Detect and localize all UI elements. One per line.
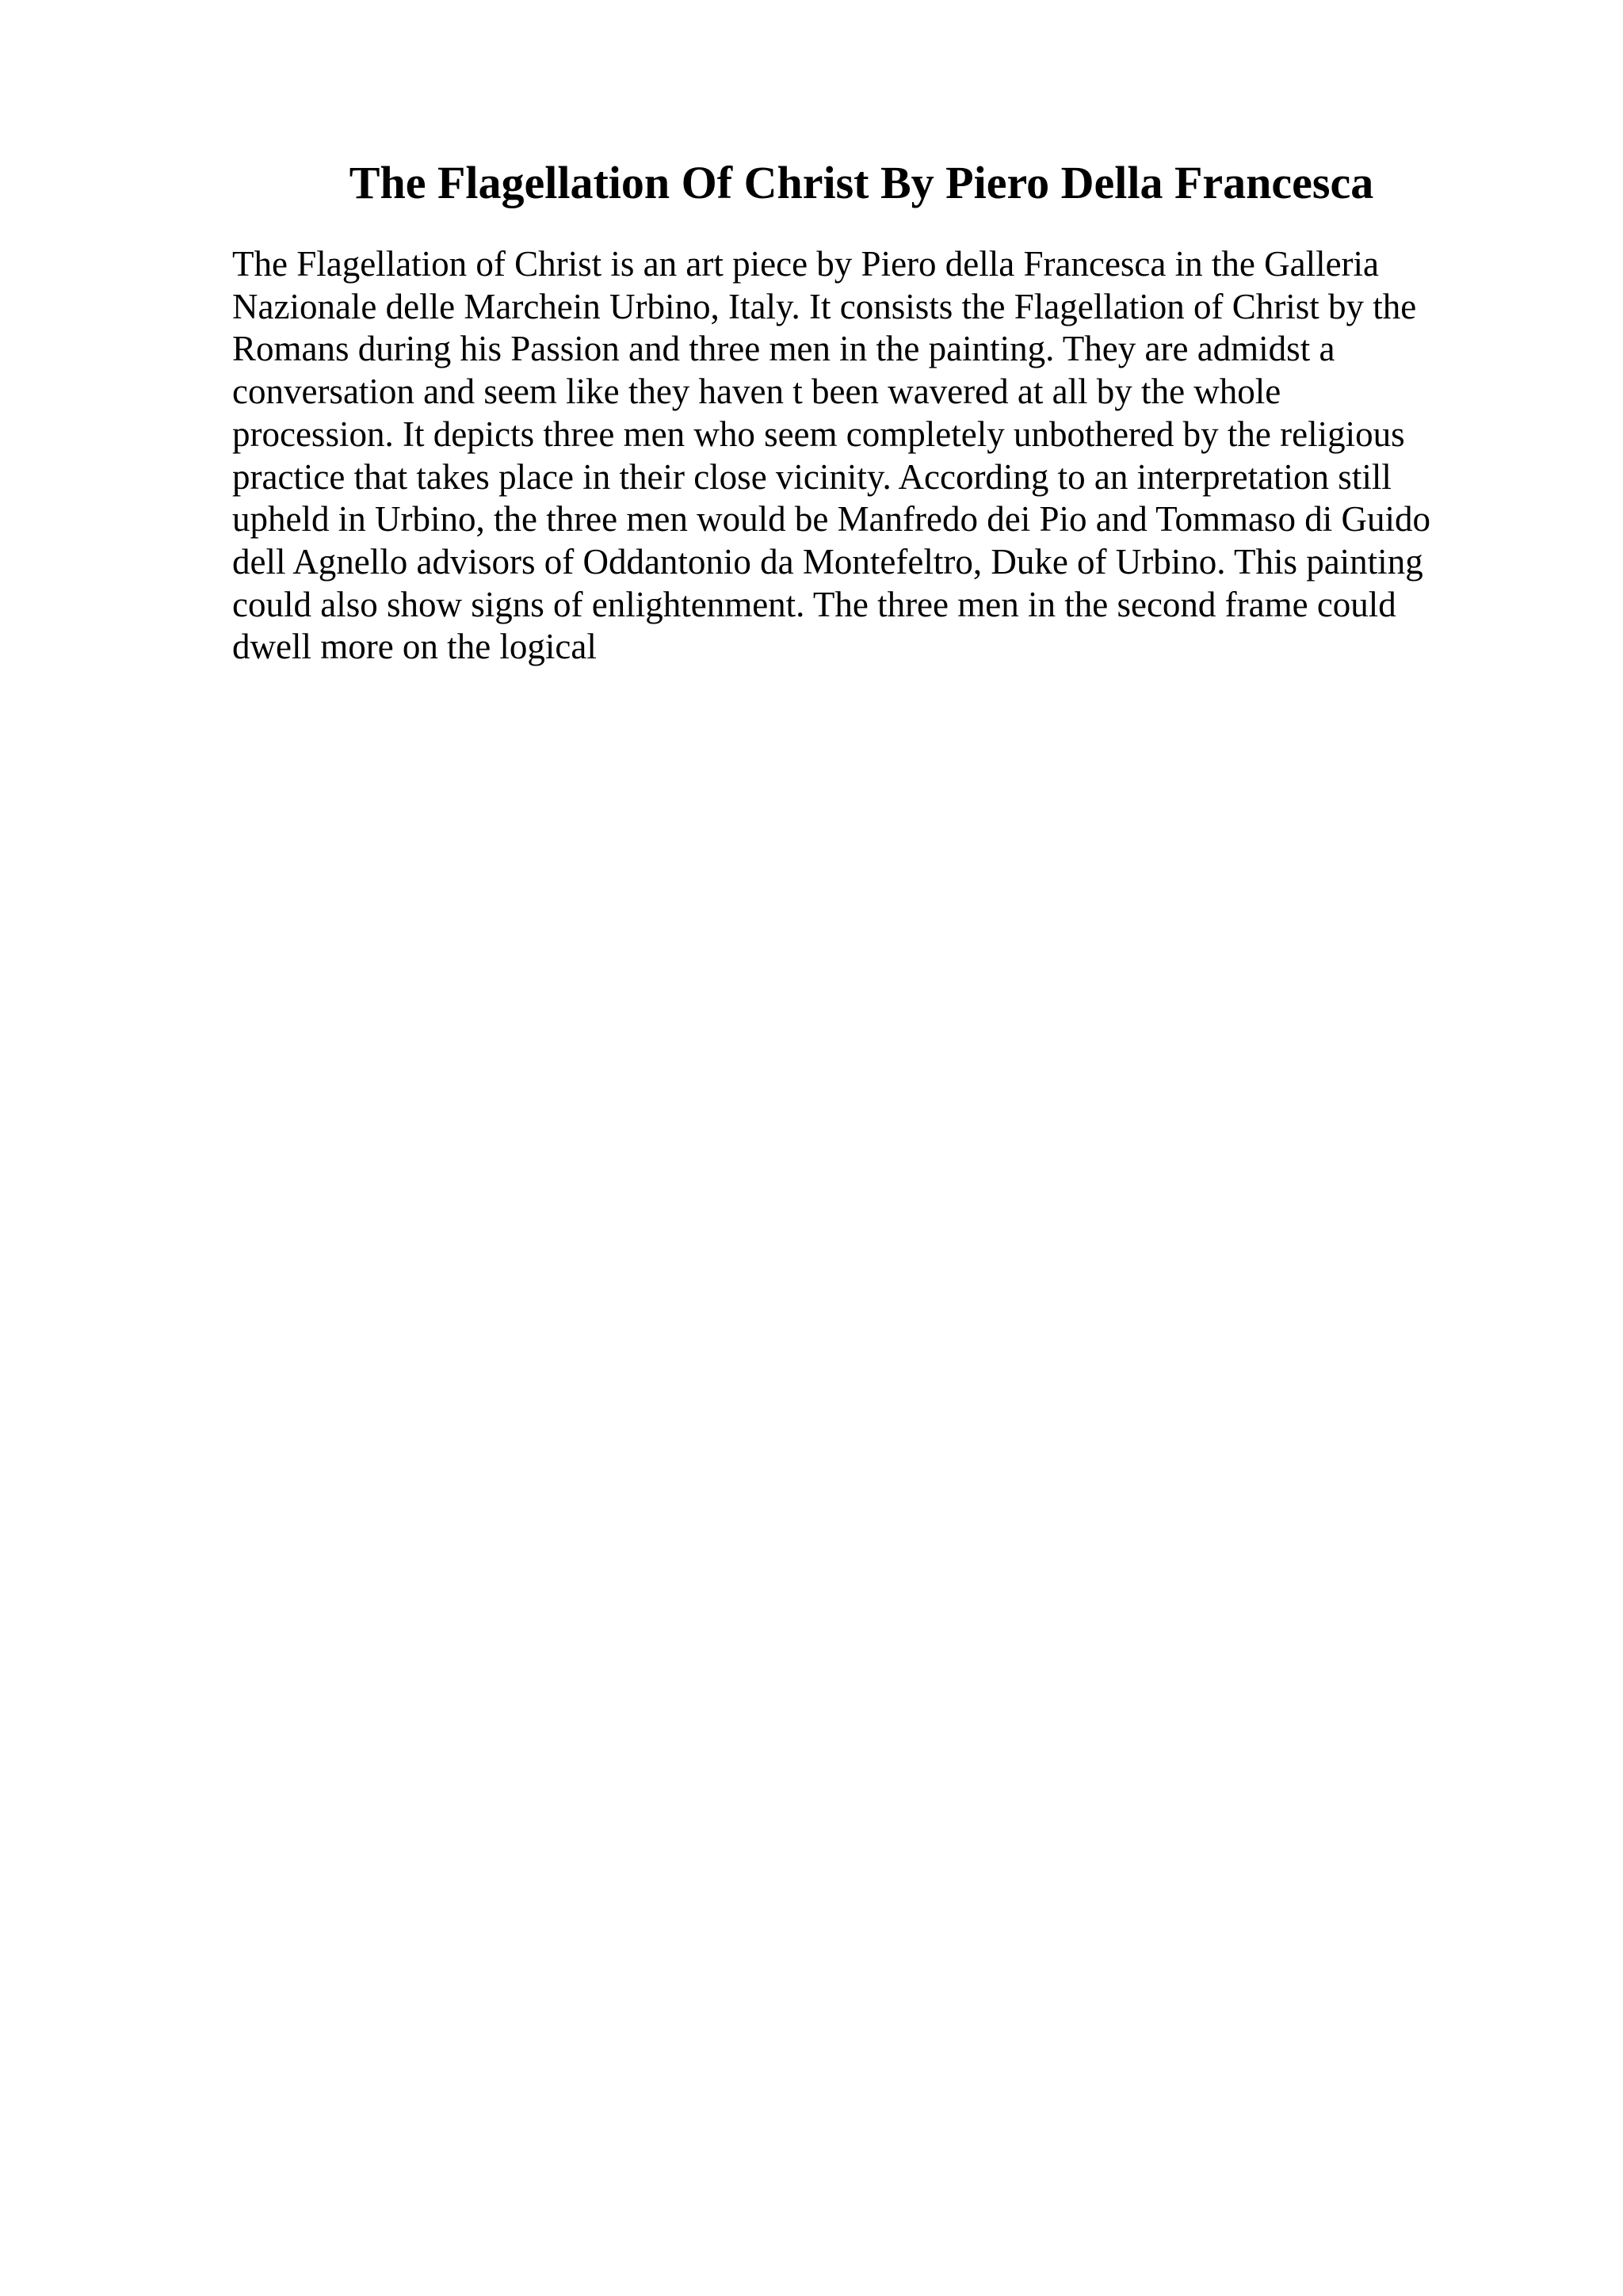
body-line: practice that takes place in their close vicinity. According to an interpretation still [232, 456, 1392, 497]
body-line: Romans during his Passion and three men in the painting. They are admidst a [232, 329, 1335, 369]
body-line: could also show signs of enlightenment. The three men in the second frame could [232, 584, 1396, 624]
body-line: Nazionale delle Marchein Urbino, Italy. It consists the Flagellation of Christ by the [232, 286, 1417, 326]
body-line: upheld in Urbino, the three men would be Manfredo dei Pio and Tommaso di Guido [232, 499, 1431, 540]
body-line: conversation and seem like they haven t been wavered at all by the whole [232, 372, 1281, 412]
body-line: procession. It depicts three men who seem completely unbothered by the religious [232, 414, 1405, 454]
document-title: The Flagellation Of Christ By Piero Della Francesca [349, 157, 1374, 208]
body-line: The Flagellation of Christ is an art piece by Piero della Francesca in the Galleria [232, 244, 1380, 284]
body-line: dell Agnello advisors of Oddantonio da Montefeltro, Duke of Urbino. This painting [232, 541, 1423, 582]
body-line: dwell more on the logical [232, 627, 597, 667]
body-paragraph [232, 243, 1516, 669]
